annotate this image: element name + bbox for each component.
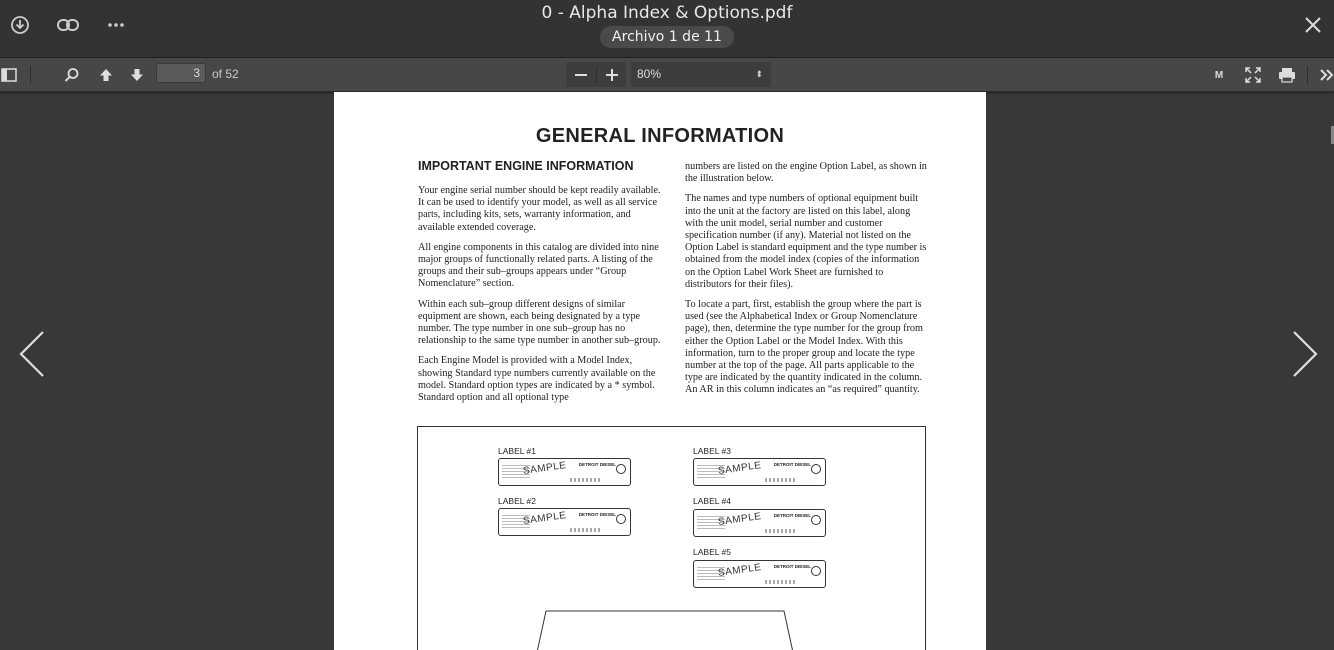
chevron-left-icon[interactable] xyxy=(17,330,47,378)
zoom-select[interactable] xyxy=(631,62,771,87)
page-number-input[interactable]: 3 xyxy=(156,63,206,83)
file-title: 0 - Alpha Index & Options.pdf xyxy=(541,3,793,23)
label-caption: LABEL #2 xyxy=(498,496,536,506)
label-caption: LABEL #5 xyxy=(693,547,731,557)
label-caption: LABEL #4 xyxy=(693,496,731,506)
right-text-column xyxy=(685,161,928,405)
zoom-divider xyxy=(596,66,597,84)
paragraph: All engine components in this catalog are divided into nine major groups of functionally related parts. A listing of the groups and their sub–groups appears under “Group Nomenclature” section. xyxy=(418,241,659,290)
option-label-plate: SAMPLE DETROIT DIESEL xyxy=(693,458,826,486)
paragraph: Within each sub–group different designs of similar equipment are shown, each being designated by a type number. The type number in one sub–group has no relationship to the same type number in another sub–group. xyxy=(418,298,661,347)
engine-outline-drawing xyxy=(534,609,796,650)
select-arrows-icon: ⬍ xyxy=(755,69,763,79)
fullscreen-icon[interactable] xyxy=(1242,64,1264,86)
page-heading: GENERAL INFORMATION xyxy=(535,125,785,147)
minus-icon[interactable] xyxy=(570,64,592,86)
chevron-right-icon[interactable] xyxy=(1290,330,1320,378)
file-counter-badge: Archivo 1 de 11 xyxy=(600,26,734,48)
label-caption: LABEL #1 xyxy=(498,446,536,456)
arrow-down-icon[interactable] xyxy=(126,64,148,86)
page-total-label: of 52 xyxy=(212,67,239,81)
close-icon[interactable] xyxy=(1300,12,1326,38)
option-label-illustration xyxy=(417,426,926,650)
print-icon[interactable] xyxy=(1276,64,1298,86)
paragraph: The names and type numbers of optional equipment built into the unit at the factory are listed on this label, along with the unit model, serial number and customer specification number (if any). Material not listed on the Option Label is standard equipment and the type number is obtained from the model index (copies of the information on the Option Label Work Sheet are furnished to distributors for their files). xyxy=(685,193,927,290)
label-caption: LABEL #3 xyxy=(693,446,731,456)
paragraph: Each Engine Model is provided with a Model Index, showing Standard type numbers currently available on the model. Standard option types are indicated by a * symbol. Standard option and all optional type xyxy=(418,355,656,404)
paragraph: numbers are listed on the engine Option Label, as shown in the illustration below. xyxy=(685,161,927,185)
zoom-buttons xyxy=(566,62,626,87)
plus-icon[interactable] xyxy=(601,64,623,86)
presentation-mode-button[interactable]: M xyxy=(1214,69,1224,81)
paragraph: To locate a part, first, establish the group where the part is used (see the Alphabetical Index or Group Nomenclature page), then, determine the type number for the group from either the Option Label or the Model Index. With this information, turn to the proper group and locate the type number at the top of the page. All parts applicable to the type are indicated by the quantity indicated in the column. An AR in this column indicates an “as required” quantity. xyxy=(685,299,923,396)
sidebar-toggle-icon[interactable] xyxy=(0,64,20,86)
search-icon[interactable] xyxy=(61,64,83,86)
zoom-value: 80% xyxy=(637,67,662,81)
pdf-page xyxy=(334,92,986,650)
toolbar-divider xyxy=(1307,66,1308,84)
double-chevron-right-icon[interactable] xyxy=(1316,64,1334,86)
paragraph: Your engine serial number should be kept readily available. It can be used to identify your model, as well as all service parts, including kits, sets, warranty information, and available extended coverage. xyxy=(418,185,661,233)
option-label-plate: SAMPLE DETROIT DIESEL xyxy=(498,508,631,536)
arrow-up-icon[interactable] xyxy=(95,64,117,86)
toolbar-divider xyxy=(30,66,31,84)
option-label-plate: SAMPLE DETROIT DIESEL xyxy=(693,560,826,588)
pdf-toolbar xyxy=(0,58,1334,92)
option-label-plate: SAMPLE DETROIT DIESEL xyxy=(498,458,631,486)
left-text-column xyxy=(418,185,663,412)
top-bar xyxy=(0,0,1334,58)
section-heading: IMPORTANT ENGINE INFORMATION xyxy=(418,159,634,173)
option-label-plate: SAMPLE DETROIT DIESEL xyxy=(693,509,826,537)
